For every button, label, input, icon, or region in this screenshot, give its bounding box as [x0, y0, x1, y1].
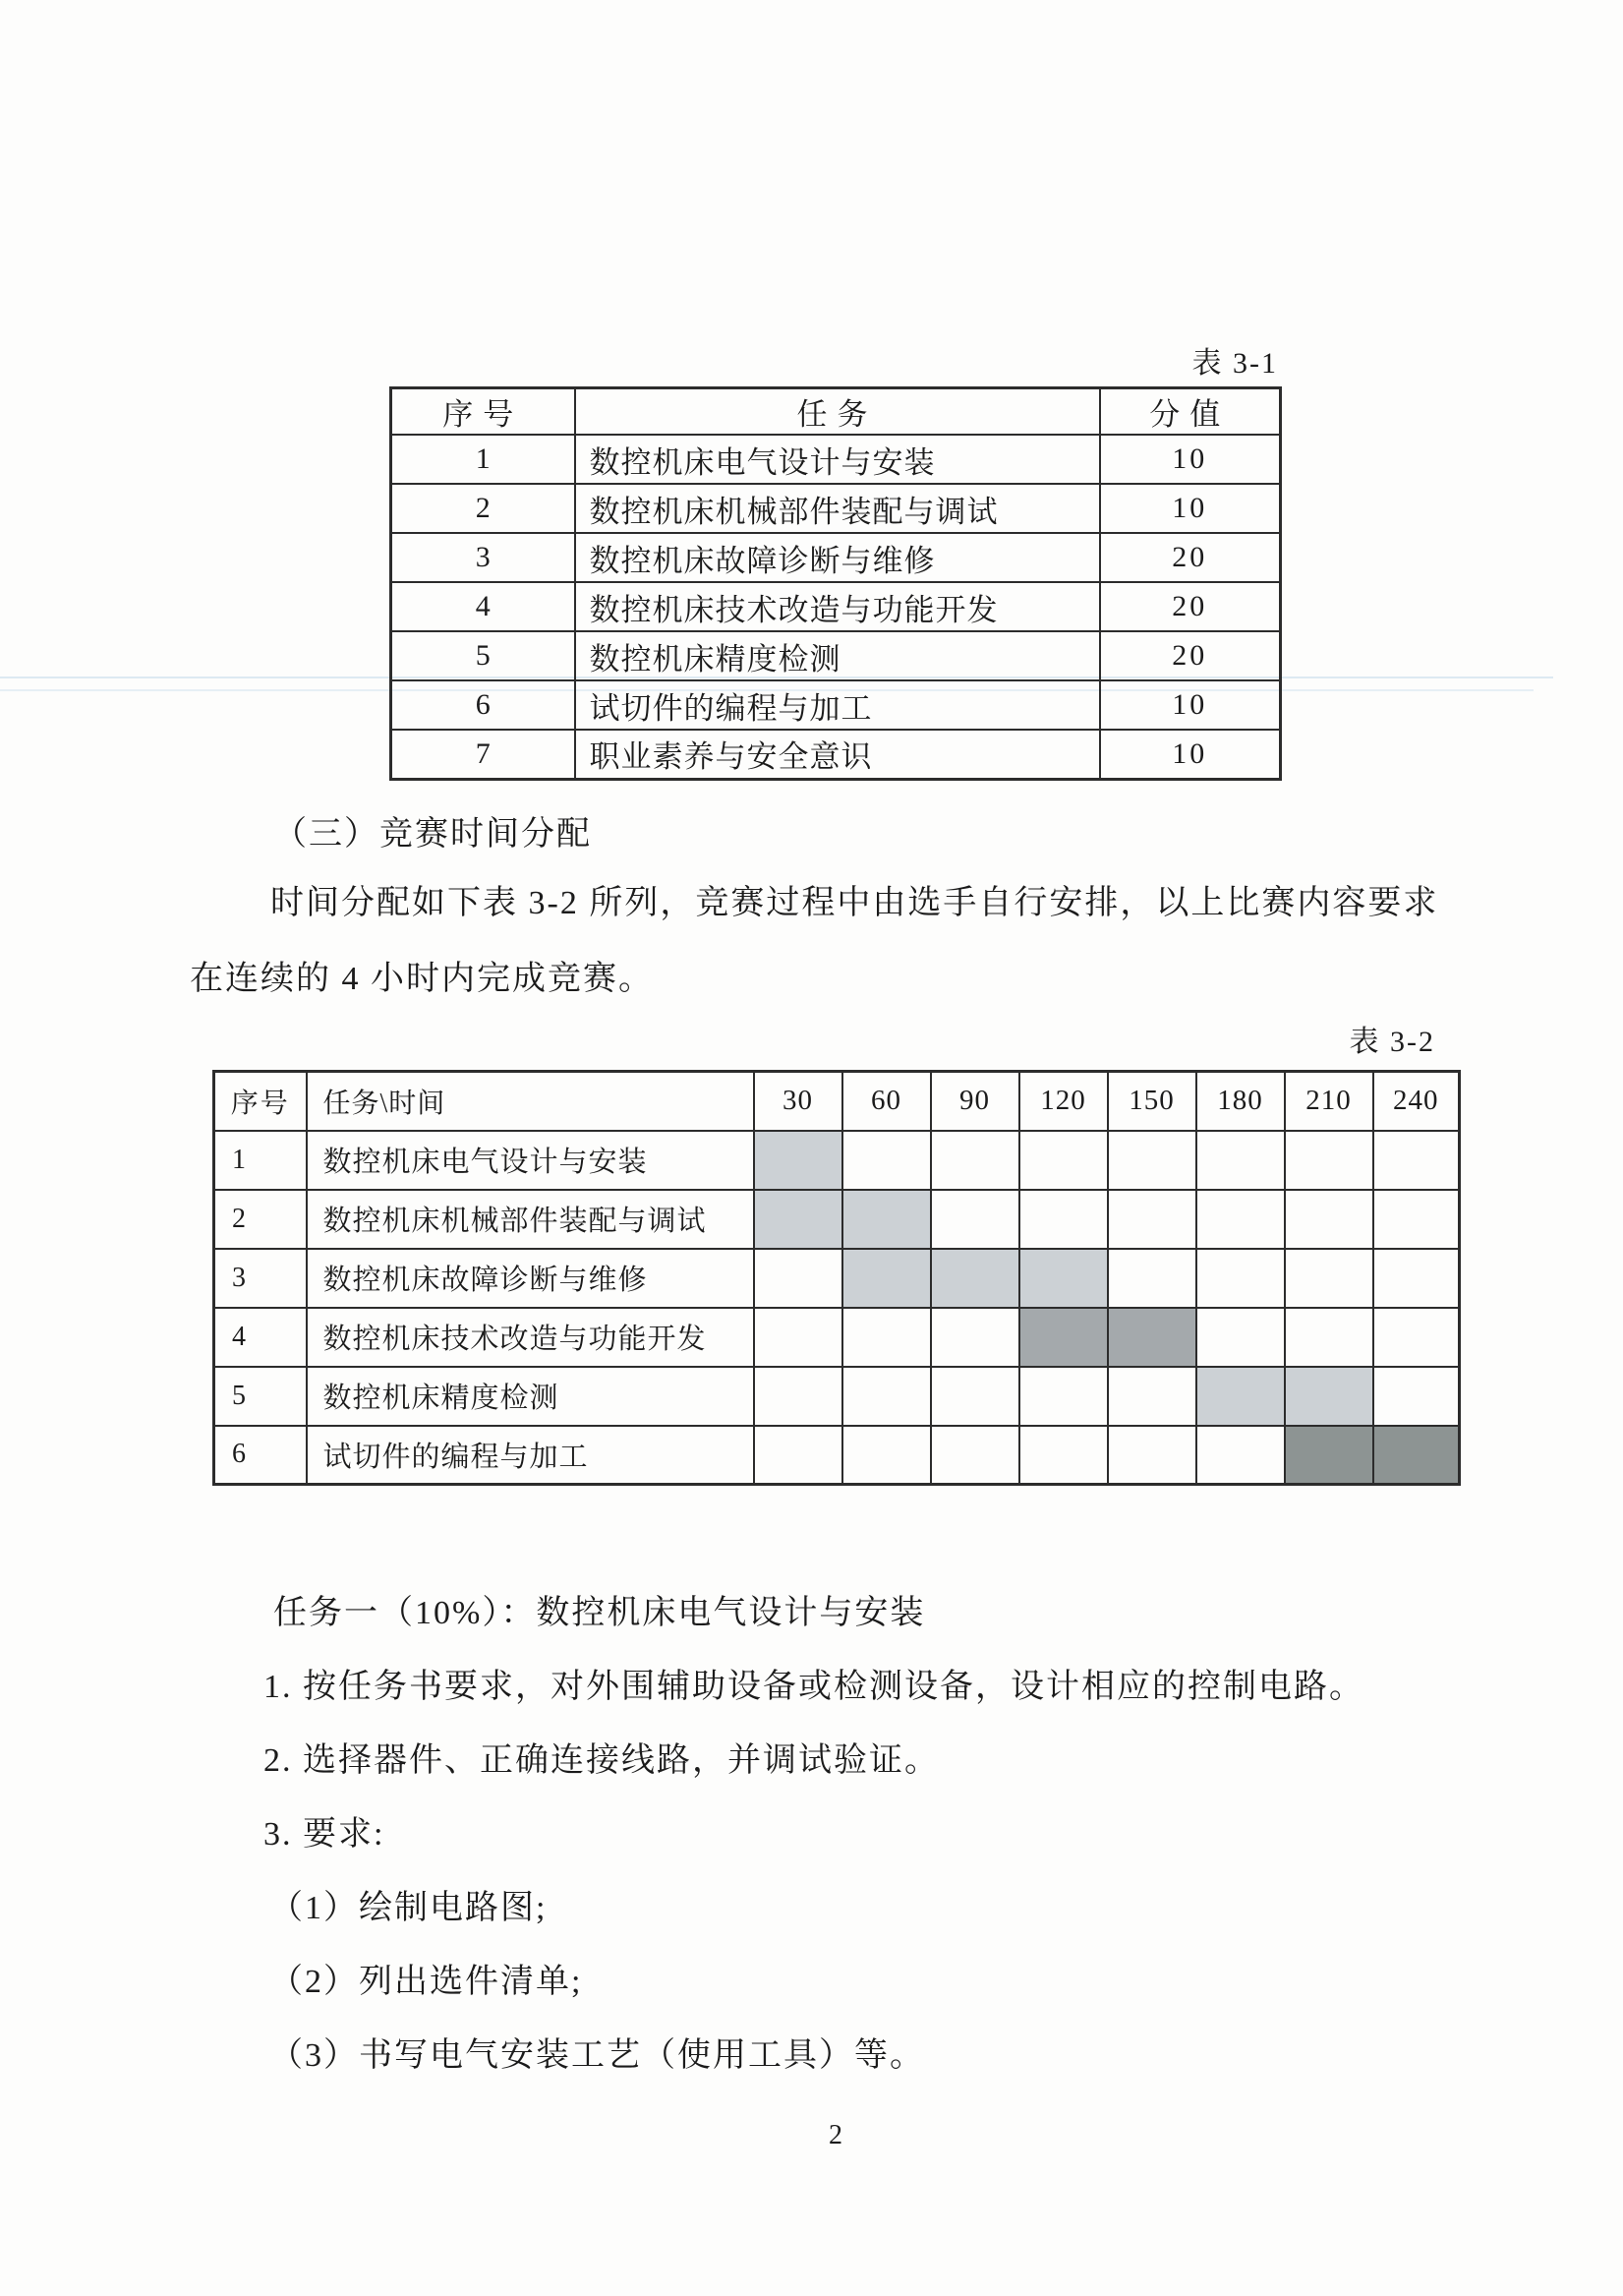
time-allocation-table: [212, 1070, 1461, 1486]
table2-caption: 表 3-2: [1349, 1026, 1435, 1058]
header-time-210: 210: [1285, 1072, 1373, 1131]
row-no: 1: [391, 435, 575, 484]
row-task: 数控机床机械部件装配与调试: [307, 1190, 754, 1249]
row-score: 20: [1100, 631, 1281, 680]
row-no: 3: [214, 1249, 307, 1308]
row-score: 10: [1100, 435, 1281, 484]
gantt-empty-cell: [931, 1308, 1019, 1367]
gantt-table-header: [214, 1072, 1460, 1131]
header-row: [214, 1072, 1460, 1131]
paragraph-line: 在连续的 4 小时内完成竞赛。: [190, 961, 654, 997]
task-item: （1）绘制电路图;: [269, 1890, 548, 1926]
task-title: 任务一（10%）：数控机床电气设计与安装: [273, 1595, 926, 1631]
row-task: 数控机床技术改造与功能开发: [575, 582, 1100, 631]
gantt-empty-cell: [842, 1308, 931, 1367]
row-task: 数控机床电气设计与安装: [575, 435, 1100, 484]
gantt-empty-cell: [1373, 1367, 1460, 1426]
row-task: 数控机床机械部件装配与调试: [575, 484, 1100, 533]
gantt-empty-cell: [1285, 1131, 1373, 1190]
gantt-row: [214, 1367, 1460, 1426]
row-no: 5: [214, 1367, 307, 1426]
row-no: 3: [391, 533, 575, 582]
score-table-body: [391, 435, 1281, 779]
row-no: 2: [391, 484, 575, 533]
row-task: 数控机床故障诊断与维修: [575, 533, 1100, 582]
row-task: 数控机床技术改造与功能开发: [307, 1308, 754, 1367]
gantt-empty-cell: [1196, 1249, 1285, 1308]
row-task: 数控机床精度检测: [575, 631, 1100, 680]
header-time-240: 240: [1373, 1072, 1460, 1131]
row-task: 数控机床精度检测: [307, 1367, 754, 1426]
gantt-bar-cell: [1373, 1426, 1460, 1485]
gantt-empty-cell: [754, 1426, 842, 1485]
row-no: 1: [214, 1131, 307, 1190]
row-score: 10: [1100, 730, 1281, 779]
gantt-empty-cell: [931, 1426, 1019, 1485]
gantt-bar-cell: [1019, 1308, 1108, 1367]
gantt-row: [214, 1190, 1460, 1249]
table-row: [391, 435, 1281, 484]
gantt-empty-cell: [1285, 1308, 1373, 1367]
gantt-empty-cell: [1108, 1190, 1196, 1249]
score-table: [389, 386, 1282, 781]
header-time-150: 150: [1108, 1072, 1196, 1131]
gantt-bar-cell: [931, 1249, 1019, 1308]
gantt-empty-cell: [931, 1131, 1019, 1190]
table-row: [391, 533, 1281, 582]
header-score: 分值: [1100, 388, 1281, 436]
gantt-bar-cell: [1285, 1426, 1373, 1485]
header-time-60: 60: [842, 1072, 931, 1131]
row-task: 试切件的编程与加工: [307, 1426, 754, 1485]
gantt-empty-cell: [842, 1367, 931, 1426]
gantt-empty-cell: [1196, 1426, 1285, 1485]
task-item: （3）书写电气安装工艺（使用工具）等。: [269, 2037, 925, 2074]
table-row: [391, 484, 1281, 533]
table-row: [391, 631, 1281, 680]
section-heading: （三）竞赛时间分配: [273, 816, 592, 853]
gantt-bar-cell: [842, 1249, 931, 1308]
header-time-30: 30: [754, 1072, 842, 1131]
task-item: （2）列出选件清单;: [269, 1964, 583, 2000]
gantt-empty-cell: [1019, 1367, 1108, 1426]
row-no: 2: [214, 1190, 307, 1249]
gantt-empty-cell: [931, 1367, 1019, 1426]
gantt-bar-cell: [754, 1131, 842, 1190]
gantt-table-body: [214, 1131, 1460, 1485]
header-time-120: 120: [1019, 1072, 1108, 1131]
gantt-row: [214, 1308, 1460, 1367]
header-no: 序号: [391, 388, 575, 436]
table-row: [391, 582, 1281, 631]
gantt-bar-cell: [1019, 1249, 1108, 1308]
gantt-bar-cell: [754, 1190, 842, 1249]
row-no: 6: [391, 680, 575, 730]
table-row: [391, 680, 1281, 730]
header-time-180: 180: [1196, 1072, 1285, 1131]
row-no: 7: [391, 730, 575, 779]
table1-caption: 表 3-1: [1191, 347, 1278, 380]
gantt-empty-cell: [1373, 1131, 1460, 1190]
gantt-empty-cell: [1108, 1367, 1196, 1426]
row-score: 20: [1100, 533, 1281, 582]
gantt-empty-cell: [1108, 1426, 1196, 1485]
row-task: 数控机床电气设计与安装: [307, 1131, 754, 1190]
gantt-empty-cell: [842, 1426, 931, 1485]
gantt-empty-cell: [1108, 1249, 1196, 1308]
gantt-empty-cell: [931, 1190, 1019, 1249]
gantt-empty-cell: [754, 1367, 842, 1426]
gantt-empty-cell: [1373, 1190, 1460, 1249]
table-row: [391, 730, 1281, 779]
gantt-bar-cell: [842, 1190, 931, 1249]
gantt-empty-cell: [1373, 1249, 1460, 1308]
page-number: 2: [829, 2120, 842, 2150]
row-no: 4: [214, 1308, 307, 1367]
row-task: 试切件的编程与加工: [575, 680, 1100, 730]
row-score: 20: [1100, 582, 1281, 631]
task-item: 2. 选择器件、正确连接线路，并调试验证。: [263, 1742, 940, 1779]
header-time-90: 90: [931, 1072, 1019, 1131]
gantt-row: [214, 1426, 1460, 1485]
gantt-empty-cell: [1196, 1131, 1285, 1190]
gantt-empty-cell: [1373, 1308, 1460, 1367]
task-item: 3. 要求:: [263, 1816, 385, 1853]
gantt-empty-cell: [1196, 1190, 1285, 1249]
row-task: 职业素养与安全意识: [575, 730, 1100, 779]
row-no: 5: [391, 631, 575, 680]
gantt-bar-cell: [1196, 1367, 1285, 1426]
task-item: 1. 按任务书要求，对外围辅助设备或检测设备，设计相应的控制电路。: [263, 1669, 1364, 1705]
gantt-empty-cell: [1196, 1308, 1285, 1367]
gantt-empty-cell: [1285, 1249, 1373, 1308]
gantt-empty-cell: [1019, 1190, 1108, 1249]
row-no: 6: [214, 1426, 307, 1485]
gantt-empty-cell: [1019, 1131, 1108, 1190]
score-table-header: [391, 388, 1281, 436]
gantt-row: [214, 1131, 1460, 1190]
gantt-empty-cell: [754, 1308, 842, 1367]
header-task-time: 任务\时间: [307, 1072, 754, 1131]
gantt-row: [214, 1249, 1460, 1308]
header-no: 序号: [214, 1072, 307, 1131]
gantt-empty-cell: [1285, 1190, 1373, 1249]
row-score: 10: [1100, 680, 1281, 730]
gantt-empty-cell: [1108, 1131, 1196, 1190]
gantt-bar-cell: [1285, 1367, 1373, 1426]
gantt-bar-cell: [1108, 1308, 1196, 1367]
gantt-empty-cell: [1019, 1426, 1108, 1485]
header-row: [391, 388, 1281, 436]
row-score: 10: [1100, 484, 1281, 533]
gantt-empty-cell: [842, 1131, 931, 1190]
gantt-empty-cell: [754, 1249, 842, 1308]
paragraph-line: 时间分配如下表 3-2 所列，竞赛过程中由选手自行安排，以上比赛内容要求: [270, 885, 1439, 921]
row-no: 4: [391, 582, 575, 631]
header-task: 任务: [575, 388, 1100, 436]
row-task: 数控机床故障诊断与维修: [307, 1249, 754, 1308]
